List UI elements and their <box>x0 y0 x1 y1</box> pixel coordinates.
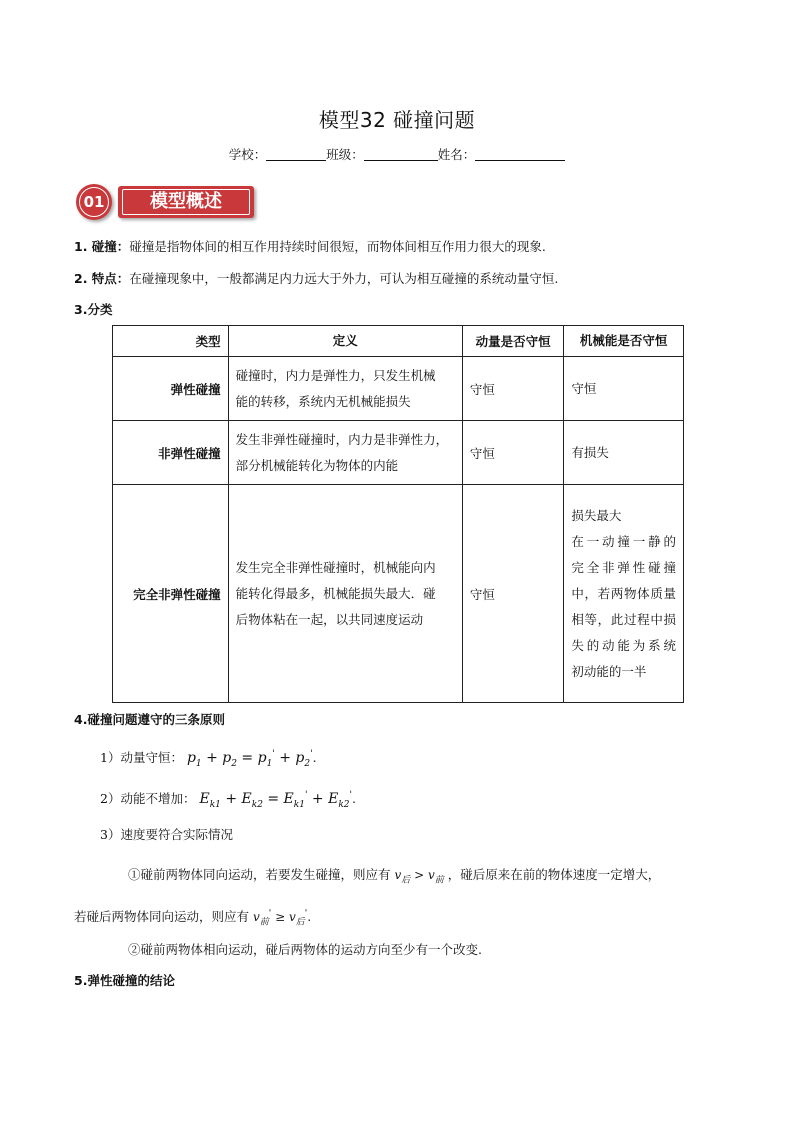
momentum-formula: $p_1 + p_2 = p_1' + p_2'$ <box>186 749 313 769</box>
velocity-inequality-2: $v_前' \ge v_后'$ <box>253 909 308 928</box>
row-energy: 有损失 <box>564 421 684 485</box>
condition-1-c: 若碰后两物体同向运动，则应有 <box>74 909 250 924</box>
p2-label: 2. 特点： <box>74 271 130 286</box>
condition-1-a: ①碰前两物体同向运动，若要发生碰撞，则应有 <box>128 867 391 882</box>
condition-2 <box>128 940 482 958</box>
header-definition: 定义 <box>228 326 462 357</box>
energy-line: 损失最大 <box>571 507 622 523</box>
header-energy: 机械能是否守恒 <box>564 326 684 357</box>
paragraph-1 <box>74 238 546 256</box>
section-number: 01 <box>79 187 109 217</box>
paragraph-2 <box>74 270 558 288</box>
paragraph-4 <box>74 711 225 729</box>
rule-velocity <box>100 825 233 843</box>
velocity-inequality-1: $v_后 > v_前$ <box>394 868 444 886</box>
energy-line: 初动能的一半 <box>571 663 647 679</box>
school-blank[interactable] <box>266 148 326 161</box>
header-type: 类型 <box>113 326 229 357</box>
row-definition <box>228 485 462 703</box>
row-type: 非弹性碰撞 <box>113 421 229 485</box>
energy-line: 在一动撞一静的 <box>571 533 676 549</box>
table-row <box>113 357 684 421</box>
class-blank[interactable] <box>364 148 438 161</box>
page-title: 模型32 碰撞问题 <box>318 108 476 132</box>
energy-formula: $E_{k1} + E_{k2} = E_{k1}' + E_{k2}'$ <box>199 790 352 810</box>
p2-text: 在碰撞现象中，一般都满足内力远大于外力，可认为相互碰撞的系统动量守恒. <box>129 271 559 286</box>
def-line: 碰撞时，内力是弹性力，只发生机械 <box>235 367 436 383</box>
class-label: 班级： <box>326 147 364 162</box>
energy-line: 完全非弹性碰撞 <box>571 559 676 575</box>
table-row <box>113 485 684 703</box>
table-row <box>113 421 684 485</box>
def-line: 发生完全非弹性碰撞时，机械能向内 <box>235 559 436 575</box>
rule-energy: 2）动能不增加： $E_{k1} + E_{k2} = E_{k1}' + E_{k2}'$. <box>100 790 356 810</box>
row-type: 完全非弹性碰撞 <box>113 485 229 703</box>
rule1-label: 1）动量守恒： <box>100 750 183 765</box>
name-label: 姓名： <box>437 147 476 162</box>
student-info <box>0 145 794 163</box>
energy-line: 中，若两物体质量 <box>571 585 676 601</box>
condition-1-cont: 若碰后两物体同向运动，则应有 $v_前' \ge v_后'$. <box>74 909 312 928</box>
rule3-label: 3）速度要符合实际情况 <box>100 827 233 842</box>
energy-line: 相等，此过程中损 <box>571 611 676 627</box>
paragraph-5 <box>74 972 175 990</box>
row-momentum: 守恒 <box>462 421 564 485</box>
section-number-circle <box>76 184 112 220</box>
condition-2-text: ②碰前两物体相向运动，碰后两物体的运动方向至少有一个改变. <box>128 942 482 957</box>
row-definition <box>228 357 462 421</box>
p3-label: 3.分类 <box>74 302 113 317</box>
row-definition <box>228 421 462 485</box>
table-header-row <box>113 326 684 357</box>
section-label-bar <box>118 186 254 218</box>
p1-label: 1. 碰撞： <box>74 239 130 254</box>
row-energy: 守恒 <box>564 357 684 421</box>
def-line: 能转化得最多，机械能损失最大．碰 <box>235 585 436 601</box>
section-label: 模型概述 <box>122 189 250 215</box>
p4-label: 4.碰撞问题遵守的三条原则 <box>74 712 225 727</box>
p1-text: 碰撞是指物体间的相互作用持续时间很短，而物体间相互作用力很大的现象. <box>129 239 546 254</box>
paragraph-3 <box>74 301 112 319</box>
rule-momentum: 1）动量守恒： $p_1 + p_2 = p_1' + p_2'$. <box>100 749 317 769</box>
energy-line: 失的动能为系统 <box>571 637 676 653</box>
rule2-label: 2）动能不增加： <box>100 791 196 806</box>
p5-label: 5.弹性碰撞的结论 <box>74 973 175 988</box>
section-badge <box>76 184 258 220</box>
row-energy <box>564 485 684 703</box>
def-line: 能的转移，系统内无机械能损失 <box>235 393 411 409</box>
collision-classification-table <box>112 325 684 703</box>
row-momentum: 守恒 <box>462 485 564 703</box>
condition-1 <box>128 865 660 885</box>
header-momentum: 动量是否守恒 <box>462 326 564 357</box>
def-line: 部分机械能转化为物体的内能 <box>235 457 399 473</box>
school-label: 学校： <box>228 147 267 162</box>
row-type: 弹性碰撞 <box>113 357 229 421</box>
def-line: 后物体粘在一起，以共同速度运动 <box>235 611 424 627</box>
row-momentum: 守恒 <box>462 357 564 421</box>
name-blank[interactable] <box>475 148 565 161</box>
def-line: 发生非弹性碰撞时，内力是非弹性力， <box>235 431 449 447</box>
condition-1-b: ，碰后原来在前的物体速度一定增大， <box>447 867 661 882</box>
